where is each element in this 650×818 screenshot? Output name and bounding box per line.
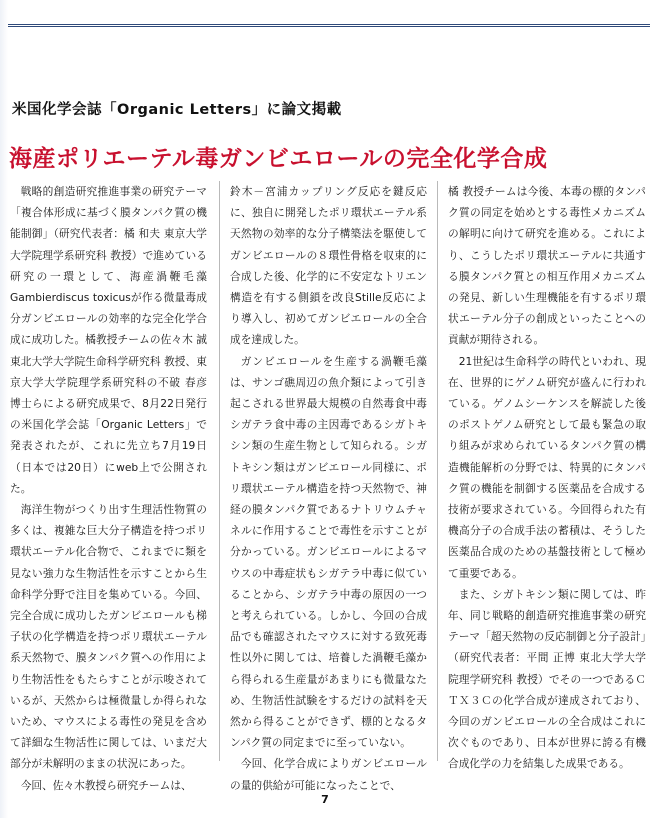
page-margin — [0, 0, 8, 818]
text-column-3 — [448, 181, 646, 771]
text-column-2 — [230, 181, 427, 792]
paragraph: 21世紀は生命科学の時代といわれ、現在、世界的にゲノム研究が盛んに行われている。ゲノムシーケンスを解読した後のポストゲノム研究として最も緊急の取り組みが求められているタンパク質の構造機能解析の分野では、特異的にタンパク質の機能を制御する医薬品を合成する技術が要求されている。今回得られた有機高分子の合成手法の蓄積は、そうした医薬品合成のための基盤技術として極めて重要である。 — [448, 354, 646, 580]
paragraph: 海洋生物がつくり出す生理活性物質の多くは、複雑な巨大分子構造を持つポリ環状エーテル化合物で、これまでに類を見ない強力な生物活性を示すことから生命科学分野で注目を集めている。今回、完全合成に成功したガンビエロールも梯子状の化学構造を持つポリ環状エーテル系天然物で、膜タンパク質への作用により生物活性をもたらすことが示唆されているが、天然からは極微量しか得られないため、マウスによる毒性の発見を含めて詳細な生物活性に関しては、いまだ大部分が未解明のままの状況にあった。 — [10, 503, 207, 771]
text-column-1 — [10, 181, 207, 792]
paragraph: ガンビエロールを生産する渦鞭毛藻は、サンゴ礁周辺の魚介類によって引き起こされる世界最大規模の自然毒食中毒シガテラ食中毒の主因毒であるシガトキシン類の生産生物として知られる。シガトキシン類はガンビエロール同様に、ポリ環状エーテル構造を持つ天然物で、神経の膜タンパク質であるナトリウムチャネルに作用することで毒性を示すことが分かっている。ガンビエロールによるマウスの中毒症状もシガテラ中毒に似ていることから、シガテラ中毒の原因の一つと考えられている。しかし、今回の合成品でも確認されたマウスに対する致死毒性以外に関しては、培養した渦鞭毛藻から得られる生産量があまりにも微量なため、生物活性試験をするだけの試料を天然から得ることができず、標的となるタンパク質の同定までに至っていない。 — [230, 354, 427, 750]
column-divider — [219, 181, 220, 761]
column-divider — [437, 181, 438, 761]
page-number: 7 — [321, 793, 329, 806]
paragraph: 戦略的創造研究推進事業の研究テーマ「複合体形成に基づく膜タンパク質の機能制御」（研究代表者：橘 和夫 東京大学大学院理学系研究科 教授）で進めている研究の一環として、海産渦鞭毛藻Gambierdiscus toxicusが作る微量毒成分ガンビエロールの効率的な完全化学合成に成功した。橘教授チームの佐々木 誠 東北大学大学院生命科学研究科 教授、東京大学大学院理学系研究科の不破 春彦 博士らによる研究成果で、8月22日発行の米国化学会誌「Organic Letters」で発表されたが、これに先立ち7月19日（日本では20日）にweb上で公開された。 — [10, 185, 207, 495]
paragraph: 橘 教授チームは今後、本毒の標的タンパク質の同定を始めとする毒性メカニズムの解明に向けて研究を進める。これにより、こうしたポリ環状エーテルに共通する膜タンパク質との相互作用メカニズムの発見、新しい生理機能を有するポリ環状エーテル分子の創成といったことへの貢献が期待される。 — [448, 185, 646, 347]
paragraph: 今回、佐々木教授ら研究チームは、 — [20, 778, 192, 792]
article-subhead: 米国化学会誌「Organic Letters」に論文掲載 — [12, 102, 342, 118]
header-rule — [0, 0, 650, 25]
paragraph: 鈴木－宮浦カップリング反応を鍵反応に、独自に開発したポリ環状エーテル系天然物の効率的な分子構築法を駆使してガンビエロールの８環性骨格を収束的に合成した後、化学的に不安定なトリエン構造を有する側鎖を改良Stille反応により導入し、初めてガンビエロールの全合成を達成した。 — [230, 185, 427, 347]
article-body — [10, 181, 646, 792]
paragraph: 今回、化学合成によりガンビエロールの量的供給が可能になったことで、 — [230, 757, 427, 792]
paragraph: また、シガトキシン類に関しては、昨年、同じ戦略的創造研究推進事業の研究テーマ「超天然物の反応制御と分子設計」（研究代表者：平間 正博 東北大学大学院理学研究科 教授）でその一つであるＣＴＸ３Ｃの化学合成が達成されており、今回のガンビエロールの全合成はこれに次ぐものであり、日本が世界に誇る有機合成化学の力を結集した成果である。 — [448, 587, 646, 771]
article-headline: 海産ポリエーテル毒ガンビエロールの完全化学合成 — [9, 146, 548, 172]
